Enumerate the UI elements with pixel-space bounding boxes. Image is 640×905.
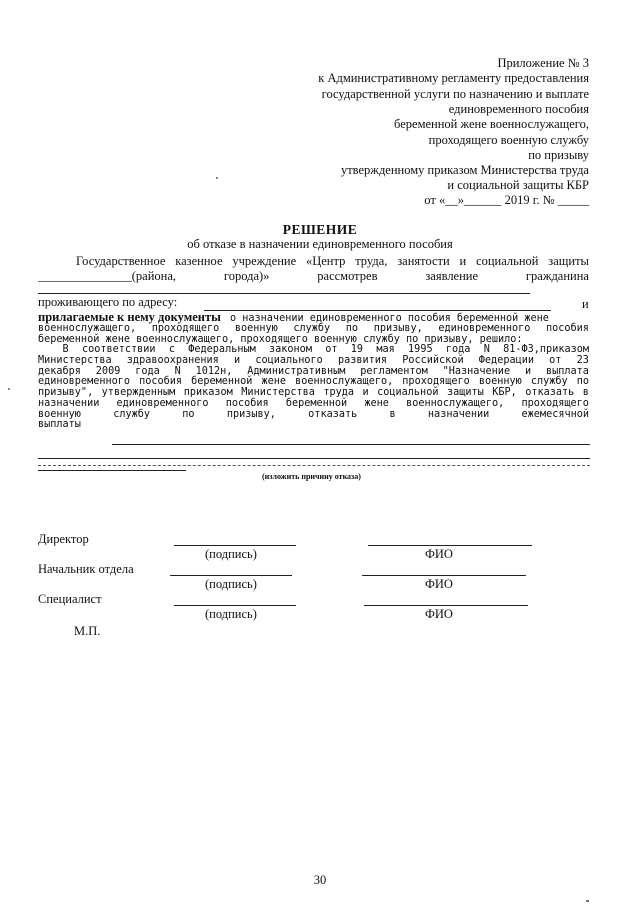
word: военную bbox=[38, 408, 81, 420]
word: беременной жене военнослужащего, проходящего военную службу по призыву, решило: bbox=[38, 333, 523, 345]
address-line bbox=[204, 310, 551, 311]
name-caption-specialist: ФИО bbox=[425, 607, 453, 621]
signature-caption-director: (подпись) bbox=[205, 547, 257, 561]
word: 1995 bbox=[408, 344, 433, 356]
word: утвержденным bbox=[101, 387, 176, 399]
word: Федеральным bbox=[188, 344, 256, 356]
word: "Назначение bbox=[442, 365, 511, 377]
word: труда, bbox=[355, 254, 388, 268]
address-end: и bbox=[582, 297, 589, 311]
signature-line-head bbox=[170, 575, 292, 576]
word: пособия bbox=[546, 323, 589, 334]
word: проходящего bbox=[521, 397, 589, 409]
word: законом bbox=[269, 344, 312, 356]
decision-body bbox=[38, 324, 589, 431]
reason-line-2 bbox=[38, 458, 590, 459]
word: занятости bbox=[397, 254, 450, 268]
reason-line-4 bbox=[38, 470, 186, 471]
header-line-5: беременной жене военнослужащего, bbox=[394, 117, 589, 131]
word: пособия bbox=[139, 376, 183, 388]
word: В bbox=[38, 344, 69, 356]
word: рассмотрев bbox=[317, 269, 378, 283]
word: казенное bbox=[175, 254, 223, 268]
word: Российской bbox=[402, 355, 464, 367]
word: и bbox=[459, 254, 467, 268]
word: КБР, bbox=[492, 387, 517, 399]
word: приказом bbox=[183, 387, 233, 399]
word: от bbox=[325, 344, 338, 356]
word: по bbox=[576, 376, 589, 388]
word: защиты bbox=[446, 387, 484, 399]
reason-caption: (изложить причину отказа) bbox=[262, 472, 361, 481]
word: гражданина bbox=[525, 269, 589, 283]
word: декабря bbox=[38, 365, 81, 377]
word: назначении bbox=[38, 397, 100, 409]
word: Министерства bbox=[38, 355, 112, 367]
word: призыву", bbox=[38, 387, 94, 399]
word: службу bbox=[293, 323, 331, 334]
body-line-9 bbox=[38, 410, 589, 421]
word: и bbox=[524, 365, 532, 377]
word: защиты bbox=[548, 254, 589, 268]
word: жене bbox=[261, 376, 287, 388]
header-line-10: от «__»______ 2019 г. № _____ bbox=[424, 193, 589, 207]
word: отказать bbox=[308, 408, 358, 420]
scan-dot bbox=[216, 177, 218, 179]
word: в bbox=[389, 408, 396, 420]
document-title: РЕШЕНИЕ bbox=[282, 222, 358, 237]
word: года bbox=[135, 365, 160, 377]
header-line-1: Приложение № 3 bbox=[497, 56, 589, 70]
word: призыву, bbox=[226, 408, 276, 420]
page-number: 30 bbox=[313, 873, 327, 887]
word: службу bbox=[530, 376, 568, 388]
word: назначении bbox=[427, 408, 490, 420]
stamp-placeholder: М.П. bbox=[74, 624, 101, 638]
signature-role-specialist: Специалист bbox=[38, 592, 102, 606]
word: регламентом bbox=[360, 365, 428, 377]
word: выплаты bbox=[38, 419, 81, 431]
word: по bbox=[345, 323, 359, 334]
header-line-9: и социальной защиты КБР bbox=[447, 178, 589, 192]
applicant-name-line bbox=[38, 293, 530, 294]
word: _______________(района, bbox=[38, 269, 177, 283]
word: развития bbox=[337, 355, 388, 367]
word: единовременного bbox=[438, 323, 531, 334]
word: военнослужащего, bbox=[295, 376, 394, 388]
signature-role-director: Директор bbox=[38, 532, 89, 546]
word: беременной bbox=[191, 376, 253, 388]
word: социальной bbox=[476, 254, 539, 268]
header-line-4: единовременного пособия bbox=[448, 102, 589, 116]
scan-dot bbox=[586, 900, 589, 902]
address-label: проживающего по адресу: bbox=[38, 295, 178, 309]
word: города)» bbox=[223, 269, 270, 283]
word: учреждение bbox=[232, 254, 297, 268]
header-line-6: проходящего военную службу bbox=[428, 133, 589, 147]
word: и bbox=[362, 387, 369, 399]
name-line-head bbox=[362, 575, 526, 576]
word: Административным bbox=[247, 365, 346, 377]
word: 2009 bbox=[95, 365, 121, 377]
signature-caption-head: (подпись) bbox=[205, 577, 257, 591]
word: по bbox=[182, 408, 195, 420]
word: труда bbox=[323, 387, 355, 399]
name-line-specialist bbox=[364, 605, 528, 606]
word: призыву, bbox=[373, 323, 423, 334]
word: N bbox=[174, 365, 181, 377]
word: жене bbox=[364, 397, 389, 409]
word: в bbox=[582, 387, 589, 399]
word: социального bbox=[255, 355, 323, 367]
word: с bbox=[168, 344, 175, 356]
word: от bbox=[549, 355, 562, 367]
body-line-10 bbox=[38, 420, 589, 431]
word: военную bbox=[234, 323, 278, 334]
signature-line-director bbox=[174, 545, 296, 546]
signature-line-specialist bbox=[174, 605, 296, 606]
document-subtitle: об отказе в назначении единовременного пособия bbox=[187, 237, 453, 251]
signature-role-head: Начальник отдела bbox=[38, 562, 134, 576]
word: Федерации bbox=[478, 355, 534, 367]
scan-dot bbox=[8, 388, 10, 390]
documents-rest: о назначении единовременного пособия беременной жене bbox=[230, 313, 549, 324]
word: ежемесячной bbox=[521, 408, 589, 420]
word: N bbox=[483, 344, 490, 356]
word: 19 bbox=[350, 344, 364, 356]
header-line-8: утвержденному приказом Министерства труда bbox=[340, 163, 589, 177]
word: отказать bbox=[525, 387, 575, 399]
word: беременной bbox=[285, 397, 348, 409]
name-caption-head: ФИО bbox=[425, 577, 453, 591]
word: 23 bbox=[576, 355, 589, 367]
word: соответствии bbox=[81, 344, 156, 356]
word: Министерства bbox=[241, 387, 315, 399]
word: проходящего bbox=[402, 376, 470, 388]
word: мая bbox=[376, 344, 395, 356]
intro-line-1 bbox=[76, 254, 589, 269]
reason-line-3 bbox=[38, 465, 590, 466]
word: 1012н, bbox=[195, 365, 233, 377]
header-line-3: государственной услуги по назначению и выплате bbox=[321, 87, 589, 101]
word: единовременного bbox=[116, 397, 209, 409]
reason-line-1 bbox=[112, 444, 590, 445]
word: Государственное bbox=[76, 254, 166, 268]
word: военную bbox=[478, 376, 522, 388]
word: заявление bbox=[425, 269, 479, 283]
intro-line-2 bbox=[38, 269, 589, 284]
body-line-8 bbox=[38, 399, 589, 410]
name-line-director bbox=[368, 545, 532, 546]
word: социальной bbox=[377, 387, 439, 399]
word: 81-ФЗ,приказом bbox=[503, 344, 589, 356]
word: службу bbox=[113, 408, 151, 420]
word: единовременного bbox=[38, 376, 131, 388]
word: и bbox=[234, 355, 241, 367]
word: пособия bbox=[225, 397, 269, 409]
header-line-2: к Административному регламенту предоставления bbox=[318, 71, 589, 85]
word: здравоохранения bbox=[126, 355, 219, 367]
word: военнослужащего, bbox=[406, 397, 505, 409]
word: «Центр bbox=[305, 254, 346, 268]
signature-caption-specialist: (подпись) bbox=[205, 607, 257, 621]
header-line-7: по призыву bbox=[528, 148, 589, 162]
word: выплата bbox=[545, 365, 589, 377]
word: военнослужащего, bbox=[38, 323, 137, 334]
word: проходящего bbox=[151, 323, 220, 334]
documents-label: прилагаемые к нему документы bbox=[38, 310, 221, 324]
word: года bbox=[445, 344, 471, 356]
name-caption-director: ФИО bbox=[425, 547, 453, 561]
